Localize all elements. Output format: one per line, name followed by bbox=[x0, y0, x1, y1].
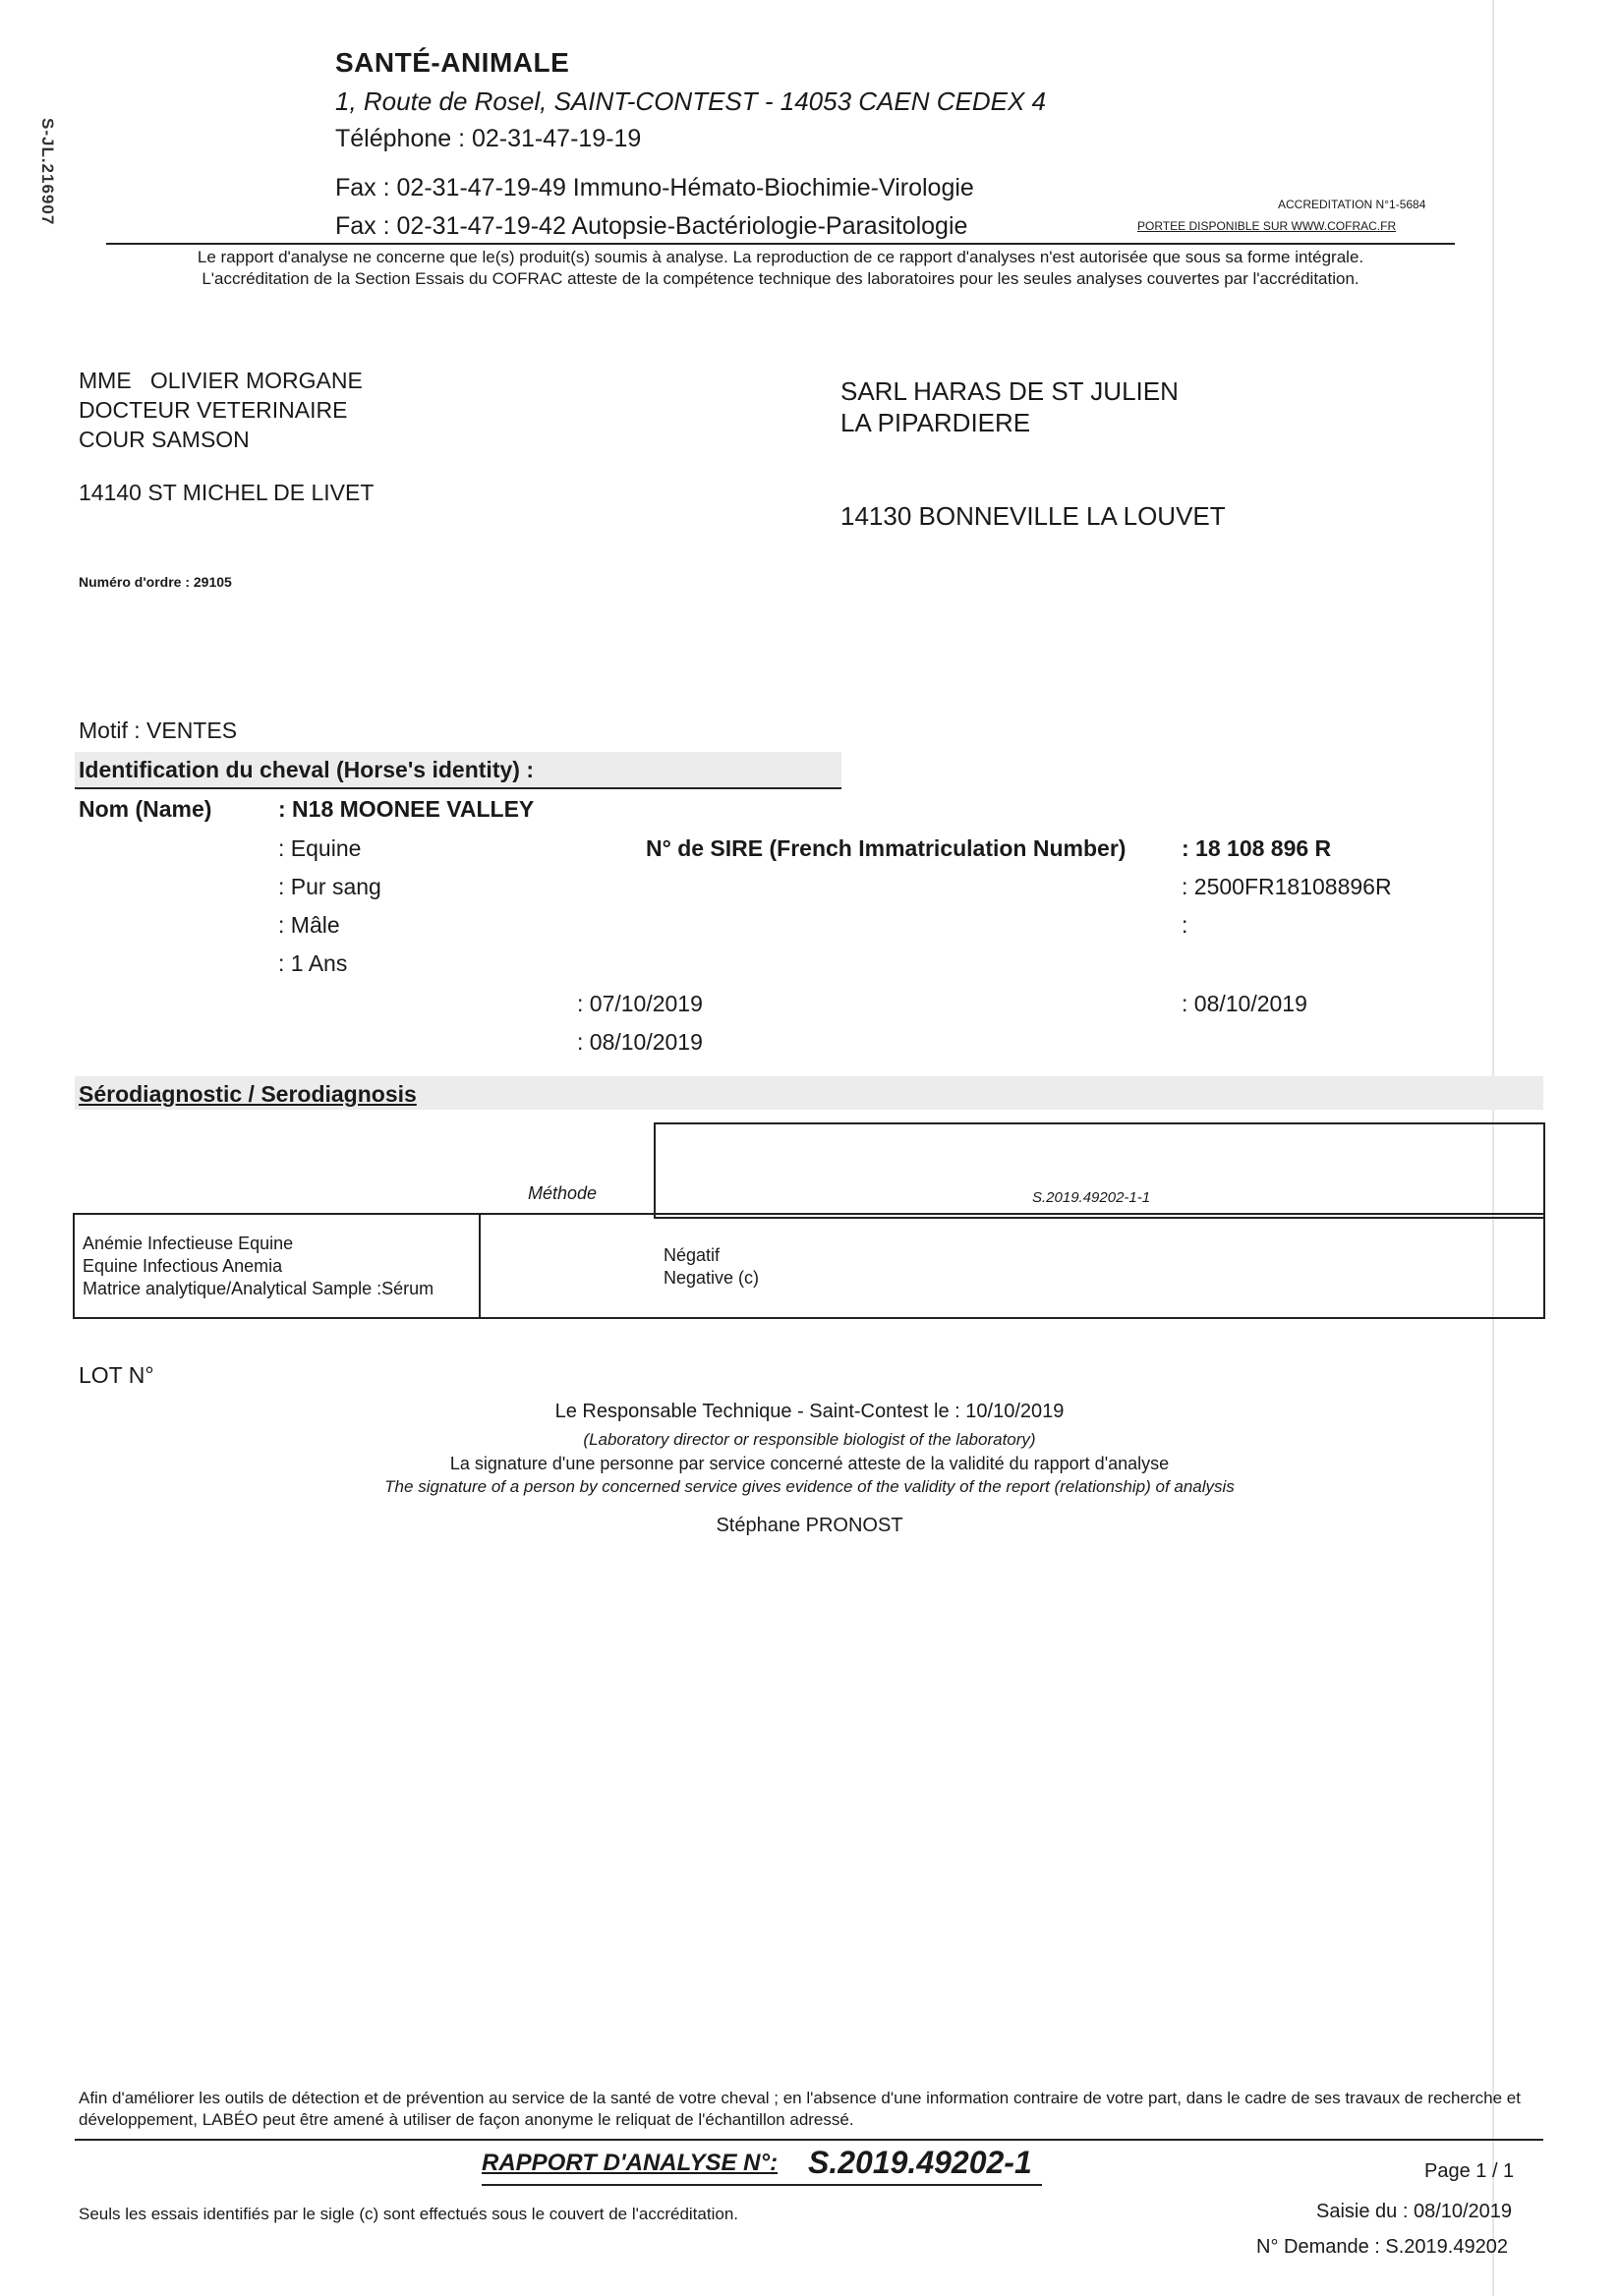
footer-note: Afin d'améliorer les outils de détection et de prévention au service de la santé de votre cheval ; en l'absence d'une information contraire de votre part, dans le cadre de ses travaux de recherche et développement, LABÉO peut être amené à utiliser de façon anonyme le reliquat de l'échantillon adressé. bbox=[79, 2089, 1521, 2129]
species-value: : Equine bbox=[278, 835, 362, 861]
veterinarian-city: 14140 ST MICHEL DE LIVET bbox=[79, 480, 375, 505]
disclaimer-line: L'accréditation de la Section Essais du COFRAC atteste de la compétence technique des laboratoires pour les seules analyses couvertes par l'accréditation. bbox=[202, 269, 1359, 288]
signature-note-en: The signature of a person by concerned service gives evidence of the validity of the report (relationship) of analysis bbox=[384, 1477, 1235, 1496]
lab-address: 1, Route de Rosel, SAINT-CONTEST - 14053 CAEN CEDEX 4 bbox=[335, 86, 1046, 116]
order-number: Numéro d'ordre : 29105 bbox=[79, 574, 232, 590]
request-number: N° Demande : S.2019.49202 bbox=[1256, 2236, 1508, 2258]
lab-fax-2: Fax : 02-31-47-19-42 Autopsie-Bactériologie-Parasitologie bbox=[335, 212, 968, 240]
lab-phone: Téléphone : 02-31-47-19-19 bbox=[335, 125, 642, 152]
name-value: : N18 MOONEE VALLEY bbox=[278, 796, 535, 822]
veterinarian-title: DOCTEUR VETERINAIRE bbox=[79, 397, 348, 423]
header-divider bbox=[106, 243, 1455, 245]
veterinarian-name: MME OLIVIER MORGANE bbox=[79, 368, 363, 393]
accreditation-note: Seuls les essais identifiés par le sigle (c) sont effectués sous le couvert de l'accréditation. bbox=[79, 2205, 738, 2223]
veterinarian-street: COUR SAMSON bbox=[79, 427, 250, 452]
result-en: Negative (c) bbox=[664, 1268, 760, 1288]
date-field-2: : 08/10/2019 bbox=[577, 1029, 703, 1055]
result-fr: Négatif bbox=[664, 1245, 721, 1265]
footer-divider bbox=[75, 2139, 1543, 2141]
signature-note-fr: La signature d'une personne par service concerné atteste de la validité du rapport d'analyse bbox=[449, 1454, 1170, 1473]
date-field-3: : 08/10/2019 bbox=[1182, 991, 1307, 1016]
page-number: Page 1 / 1 bbox=[1424, 2160, 1515, 2182]
client-address bbox=[840, 375, 1179, 438]
disclaimer bbox=[106, 247, 1455, 290]
age-value: : 1 Ans bbox=[278, 950, 348, 976]
accreditation-link[interactable]: PORTEE DISPONIBLE SUR WWW.COFRAC.FR bbox=[1137, 219, 1397, 233]
empty-field: : bbox=[1182, 912, 1188, 938]
date-field-1: : 07/10/2019 bbox=[577, 991, 703, 1016]
sex-value: : Mâle bbox=[278, 912, 340, 938]
sample-header: S.2019.49202-1-1 bbox=[1032, 1189, 1151, 1206]
test-matrix: Matrice analytique/Analytical Sample :Sérum bbox=[83, 1279, 434, 1298]
test-result bbox=[664, 1244, 759, 1290]
identification-divider bbox=[75, 787, 841, 789]
report-underline bbox=[482, 2184, 1042, 2186]
signature-title: Le Responsable Technique - Saint-Contest le : 10/10/2019 bbox=[554, 1401, 1065, 1422]
side-code: S-JL.216907 bbox=[38, 118, 57, 226]
veterinarian-address bbox=[79, 366, 363, 454]
report-label: RAPPORT D'ANALYSE N°: bbox=[482, 2150, 779, 2176]
sire-label: N° de SIRE (French Immatriculation Number) bbox=[646, 835, 1127, 861]
accreditation-number: ACCREDITATION N°1-5684 bbox=[1278, 198, 1426, 211]
test-name-en: Equine Infectious Anemia bbox=[83, 1256, 283, 1276]
lab-fax-1: Fax : 02-31-47-19-49 Immuno-Hémato-Biochimie-Virologie bbox=[335, 174, 974, 201]
client-name: SARL HARAS DE ST JULIEN bbox=[840, 376, 1179, 406]
serodiagnostic-title: Sérodiagnostic / Serodiagnosis bbox=[79, 1081, 417, 1107]
test-name-fr: Anémie Infectieuse Equine bbox=[83, 1234, 294, 1253]
signature-subtitle: (Laboratory director or responsible biologist of the laboratory) bbox=[583, 1430, 1036, 1449]
lab-name: SANTÉ-ANIMALE bbox=[335, 47, 570, 78]
sire-value: : 18 108 896 R bbox=[1182, 835, 1332, 861]
client-street: LA PIPARDIERE bbox=[840, 408, 1031, 437]
table-divider-method bbox=[479, 1213, 481, 1317]
breed-value: : Pur sang bbox=[278, 874, 381, 899]
signatory-name: Stéphane PRONOST bbox=[716, 1515, 903, 1536]
method-header: Méthode bbox=[528, 1183, 598, 1203]
test-name bbox=[83, 1233, 434, 1300]
report-number: S.2019.49202-1 bbox=[808, 2145, 1032, 2180]
disclaimer-line: Le rapport d'analyse ne concerne que le(s) produit(s) soumis à analyse. La reproduction de ce rapport d'analyses n'est autorisée que sous sa forme intégrale. bbox=[197, 248, 1364, 266]
identification-title: Identification du cheval (Horse's identity) : bbox=[79, 757, 534, 782]
lot-number: LOT N° bbox=[79, 1362, 154, 1388]
name-label: Nom (Name) bbox=[79, 796, 212, 822]
client-city: 14130 BONNEVILLE LA LOUVET bbox=[840, 501, 1226, 531]
motif: Motif : VENTES bbox=[79, 718, 238, 743]
ueln-value: : 2500FR18108896R bbox=[1182, 874, 1392, 899]
table-header-underline bbox=[73, 1213, 656, 1215]
entry-date: Saisie du : 08/10/2019 bbox=[1316, 2201, 1513, 2222]
